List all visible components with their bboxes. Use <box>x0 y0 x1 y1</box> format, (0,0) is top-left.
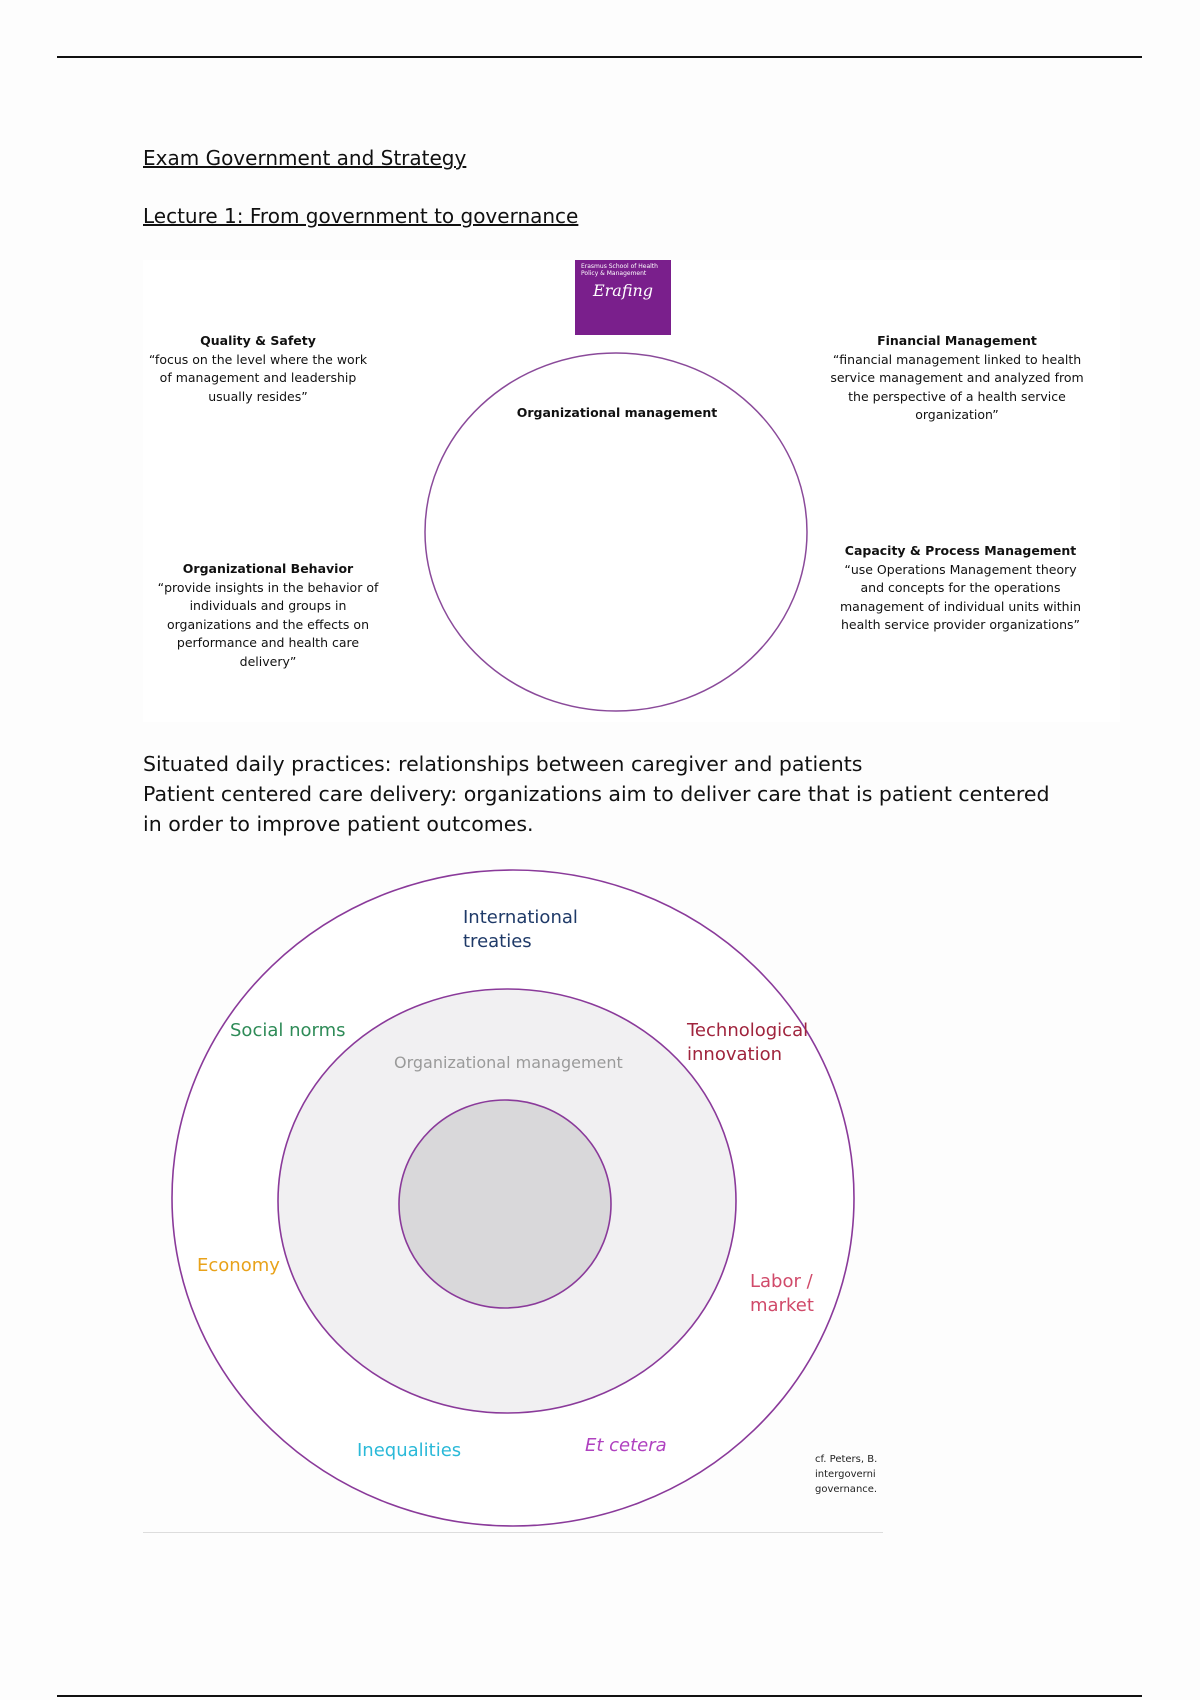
financial-management-block <box>826 332 1088 425</box>
block-title: Financial Management <box>877 333 1037 348</box>
capacity-process-block <box>833 542 1088 635</box>
lecture-title: Lecture 1: From government to governance <box>143 204 579 228</box>
header-rule <box>57 56 1142 58</box>
governance-rings-figure <box>143 862 883 1533</box>
label-inequalities: Inequalities <box>357 1440 462 1461</box>
quality-safety-block <box>143 332 373 406</box>
citation-note: cf. Peters, B. intergoverni governance. <box>815 1454 878 1495</box>
block-text: “financial management linked to health service management and analyzed from the perspective of a health service organization” <box>830 351 1084 422</box>
rings-svg <box>143 862 883 1532</box>
label-international-treaties: International treaties <box>463 907 578 952</box>
document-title: Exam Government and Strategy <box>143 146 467 170</box>
block-title: Capacity & Process Management <box>844 543 1077 558</box>
logo-signature: Erafing <box>592 281 654 300</box>
label-et-cetera: Et cetera <box>585 1435 667 1456</box>
block-title: Quality & Safety <box>200 333 316 348</box>
block-text: “focus on the level where the work of management and leadership usually resides” <box>148 351 368 404</box>
block-text: “use Operations Management theory and concepts for the operations management of individual units within health service provider organizations” <box>840 561 1081 632</box>
organizational-management-figure <box>143 260 1120 722</box>
block-text: “provide insights in the behavior of individuals and groups in organizations and the effects on performance and health care delivery” <box>157 579 379 669</box>
middle-ring-label: Organizational management <box>394 1053 623 1072</box>
label-economy: Economy <box>197 1255 280 1276</box>
paragraph-patient-centered: Patient centered care delivery: organizations aim to deliver care that is patient centered in order to improve patient outcomes. <box>143 782 1050 836</box>
label-social-norms: Social norms <box>230 1020 346 1041</box>
paragraph-situated-practices: Situated daily practices: relationships between caregiver and patients <box>143 752 863 776</box>
label-technological-innovation: Technological innovation <box>687 1020 809 1065</box>
label-labor-market: Labor / market <box>750 1271 814 1316</box>
logo-text: Erasmus School of Health Policy & Management <box>581 263 658 277</box>
inner-circle <box>399 1100 611 1308</box>
organizational-behavior-block <box>148 560 388 671</box>
footer-rule <box>57 1695 1142 1697</box>
center-label: Organizational management <box>516 405 718 420</box>
block-title: Organizational Behavior <box>182 561 354 576</box>
